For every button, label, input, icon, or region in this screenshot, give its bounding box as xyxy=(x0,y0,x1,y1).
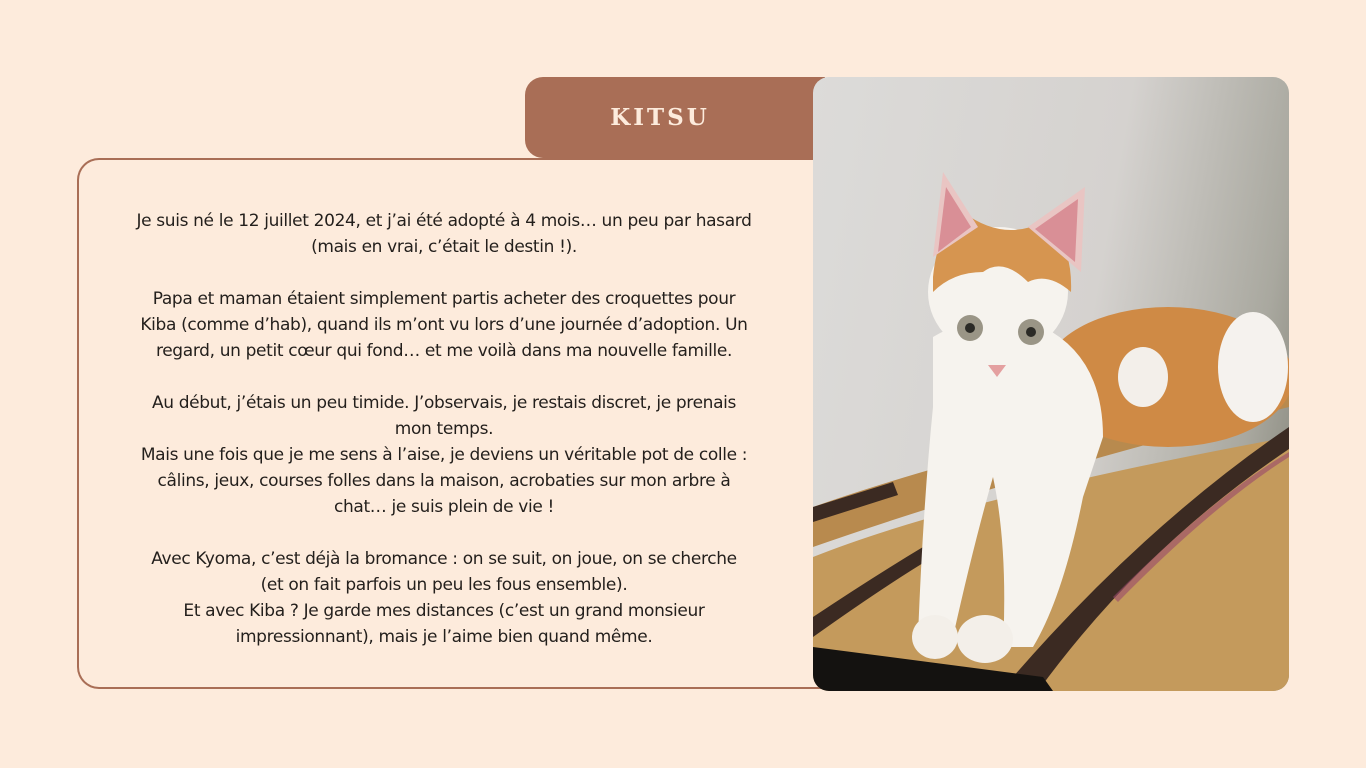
story-line: mon temps. xyxy=(394,419,494,439)
story-line: (et on fait parfois un peu les fous ensemble). xyxy=(260,575,628,595)
paragraph-birth xyxy=(88,208,800,260)
name-banner xyxy=(525,77,825,158)
story-line: Au début, j’étais un peu timide. J’observais, je restais discret, je prenais xyxy=(151,393,737,413)
story-line: câlins, jeux, courses folles dans la maison, acrobaties sur mon arbre à xyxy=(157,471,731,491)
paragraph-personality xyxy=(88,390,800,520)
story-text xyxy=(88,208,800,676)
story-line: Kiba (comme d’hab), quand ils m’ont vu lors d’une journée d’adoption. Un xyxy=(140,315,748,335)
story-line: (mais en vrai, c’était le destin !). xyxy=(311,237,577,257)
story-line: Et avec Kiba ? Je garde mes distances (c’est un grand monsieur xyxy=(183,601,705,621)
story-line: Je suis né le 12 juillet 2024, et j’ai été adopté à 4 mois… un peu par hasard xyxy=(136,211,752,231)
cat-name-title: KITSU xyxy=(610,104,710,131)
cat-photo xyxy=(813,77,1289,691)
paragraph-siblings xyxy=(88,546,800,650)
story-line: Avec Kyoma, c’est déjà la bromance : on se suit, on joue, on se cherche xyxy=(151,549,737,569)
story-line: regard, un petit cœur qui fond… et me voilà dans ma nouvelle famille. xyxy=(155,341,733,361)
story-line: Papa et maman étaient simplement partis acheter des croquettes pour xyxy=(152,289,736,309)
story-line: Mais une fois que je me sens à l’aise, je deviens un véritable pot de colle : xyxy=(140,445,748,465)
paragraph-adoption xyxy=(88,286,800,364)
story-line: chat… je suis plein de vie ! xyxy=(334,497,554,517)
cat-illustration xyxy=(813,77,1289,691)
story-line: impressionnant), mais je l’aime bien quand même. xyxy=(235,627,653,647)
